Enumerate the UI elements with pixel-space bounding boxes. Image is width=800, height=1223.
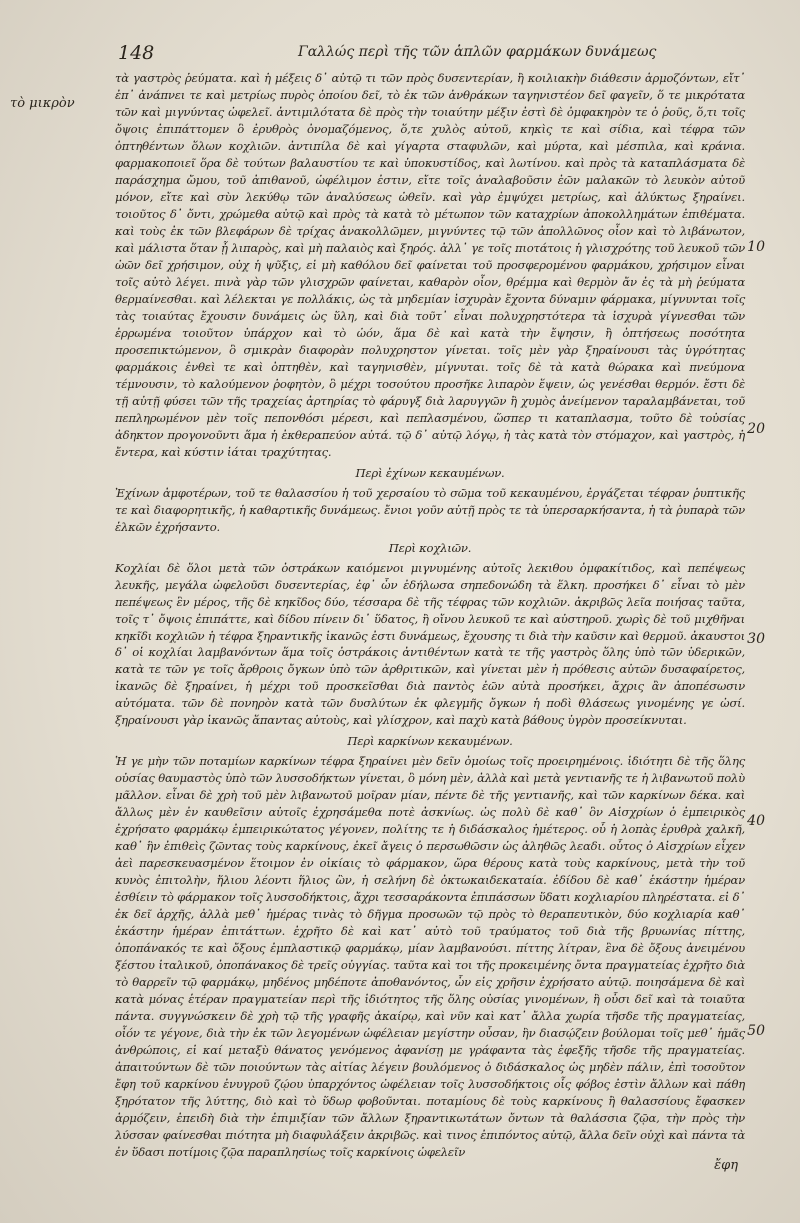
catchword: ἔφη bbox=[714, 1158, 738, 1173]
line-number-50: 50 bbox=[747, 1023, 765, 1039]
line-number-30: 30 bbox=[747, 631, 765, 647]
section-heading-echinoi: Περὶ ἐχίνων κεκαυμένων. bbox=[355, 465, 505, 480]
paragraph-karkinoi: Ἡ γε μὴν τῶν ποταμίων καρκίνων τέφρα ξηραίνει μὲν δεῖν ὁμοίως τοῖς προειρημένοις. ἰδιότητι δὲ τῆς ὅλης οὐσίας θαυμαστὸς ὑπὸ τῶν λυσσοδήκτων γίνεται, ὃ μόνη μὲν, ἀλλὰ καὶ μετὰ γεντιανῆς τε ἡ λιβανωτοῦ πολὺ μᾶλλον. εἶναι δὲ χρὴ τοῦ μὲν λιβανωτοῦ μοῖραν μίαν, πέντε δὲ τῆς γεντιανῆς, καὶ τῶν καρκίνων δέκα. καὶ ἄλλως μὲν ἐν καυθεῖσιν αὐτοῖς ἐχρησάμεθα ποτὲ ἀσκνίως. ὡς πολὺ δὲ καθ᾽ ὃν Αἰσχρίων ὁ ἐμπειρικὸς ἐχρήσατο φαρμάκῳ ἐμπειρικώτατος γέγονεν, πολίτης τε ἡ διδάσκαλος ἡμέτερος. οὗ ἡ λοπὰς ἐρυθρὰ χαλκῆ, καθ᾽ ἣν ἐπιθεὶς ζῶντας τοὺς καρκίνους, ἐκεῖ ἄγεις ὁ περσωθῶσιν ὡς ἀληθῶς λεαδι. οὗτος ὁ Αἰσχρίων εἶχεν ἀεὶ παρεσκευασμένον ἕτοιμον ἐν οἰκίαις τὸ φάρμακον, ὥρα θέρους κατὰ τοὺς καρκίνους, μετὰ τὴν τοῦ κυνὸς ἐπιτολὴν, ἥλιου λέοντι ἥλιος ὢν, ἡ σελήνη δὲ ὀκτωκαιδεκαταία. ἐδίδου δὲ καθ᾽ ἑκάστην ἡμέραν ἐσθίειν τὸ φάρμακον τοῖς λυσσοδήκτοις, ἄχρι τεσσαράκοντα ἐπιπάσσων ὕδατι κοχλιαρίου πληρέστατα. εἰ δ᾽ ἐκ δεῖ ἀρχῆς, ἀλλὰ μεθ᾽ ἡμέρας τινὰς τὸ δῆγμα προσωῶν τῷ πρὸς τὸ θεραπευτικὸν, δύο κοχλιαρία καθ᾽ ἑκάστην ἡμέραν ἐπιτάττων. ἐχρῆτο δὲ καὶ κατ᾽ αὐτὸ τοῦ τραύματος τοῦ διὰ τῆς βρυωνίας πίττης, ὀποπάνακός τε καὶ ὄξους ἐμπλαστικῷ φαρμάκῳ, μίαν λαμβανούσι. πίττης λίτραν, ἓνα δὲ ὄξους ἀνειμένου ξέστου ἰταλικοῦ, ὀποπάνακος δὲ τρεῖς οὐγγίας. ταῦτα καὶ τοι τῆς προκειμένης ὄντα πραγματείας ἐχρῆτο διὰ τὸ θαρρεῖν τῷ φαρμάκῳ, μηδένος μηδέποτε ἀποθανόντος, ὧν εἰς χρῆσιν ἐχρήσατο αὐτῷ. ποιησάμενα δὲ καὶ κατὰ μόνας ἑτέραν πραγματείαν περὶ τῆς ἰδιότητος τῆς ὅλης οὐσίας γινομένων, ἣ οὖσι δεῖ καὶ τὰ τοιαῦτα πάντα. συγγνώσκειν δὲ χρὴ τῷ τῆς γραφῆς ἀκαίρῳ, καὶ νῦν καὶ κατ᾽ ἄλλα χωρία τῆσδε τῆς πραγματείας, οἷόν τε γέγονε, διὰ τὴν ἐκ τῶν λεγομένων ὠφέλειαν μεγίστην οὖσαν, ἣν διασῴζειν βούλομαι τοῖς μεθ᾽ ἡμᾶς ἀνθρώποις, εἰ καί μεταξὺ θάνατος γενόμενος ἀφανίσῃ με γράφαντα τὰς ἐφεξῆς τῆσδε τῆς πραγματείας. ἀπαιτούντων δὲ τῶν ποιούντων τὰς αἰτίας λέγειν βουλόμενος ὁ διδάσκαλος ὡς μηδὲν πάλιν, ἐπὶ τοσοῦτον ἔφη τοῦ καρκίνου ἐνυγροῦ ζῴου ὑπαρχόντος ὠφέλειαν τοῖς λυσσοδήκτοις οἷς φόβος ἐστὶν ἄλλων καὶ πάθη ξηρότατον τῆς λύττης, διὸ καὶ τὸ ὕδωρ φοβοῦνται. ποταμίους δὲ τοὺς καρκίνους ἢ θαλασσίους ἔφασκεν ἁρμόζειν, ἐπειδὴ διὰ τὴν ἐπιμιξίαν τῶν ἄλλων ξηραντικωτάτων ὄντων τὰ θαλάσσια ζῷα, τὴν πρὸς τὴν λύσσαν φαίνεσθαι πιότητα μὴ διαφυλάξειν ἀκριβῶς. καὶ τινος ἐπιπόντος αὐτῷ, ἄλλα δεῖν οὐχὶ καὶ πάντα τὰ ἐν ὕδασι ποτίμοις ζῷα παραπλησίως τοῖς καρκίνοις ὠφελεῖν bbox=[115, 754, 745, 1160]
paragraph-echinoi: Ἐχίνων ἀμφοτέρων, τοῦ τε θαλασσίου ἡ τοῦ χερσαίου τὸ σῶμα τοῦ κεκαυμένου, ἐργάζεται τέφραν ῥυπτικῆς τε καὶ διαφορητικῆς, ἡ καθαρτικῆς δυνάμεως. ἔνιοι γοῦν αὐτῇ πρὸς τε τὰ ὑπερσαρκήσαντα, ἡ τὰ ῥυπαρὰ τῶν ἑλκῶν ἐχρήσαντο. bbox=[115, 485, 745, 534]
margin-note: τὸ μικρὸν bbox=[10, 96, 75, 111]
paragraph-galls: τὰ γαστρὸς ῥεύματα. καὶ ἡ μέξεις δ᾽ αὐτῷ τι τῶν πρὸς δυσεντερίαν, ἢ κοιλιακὴν διάθεσιν ἁρμοζόντων, εἴτ᾽ ἐπ᾽ ἀνάπνει τε καὶ μετρίως πυρὸς ὁποίου δεῖ, τὸ ἐκ τῶν ἀνθράκων ταγηνιστέον δεῖ φαγεῖν, ὅ τε μικρότατα τῶν καὶ μιγνύντας ὠφελεῖ. ἀντιμιλότατα δὲ πρὸς τὴν τοιαύτην μέξιν ἐστὶ δὲ ὀμφακηρὸν τε ὁ ῥοῦς, ὅ,τι τοῖς ὄψοις ἐπιπάττομεν ὃ ἐρυθρὸς ὀνομαζόμενος, ὅ,τε χυλὸς αὐτοῦ, κηκὶς τε καὶ σίδια, καὶ τέφρα τῶν ὀπτηθέντων ὅλων κοχλιῶν. ἀντιπίλα δὲ καὶ γίγαρτα σταφυλῶν, καὶ μύρτα, καὶ μέσπιλα, καὶ κράνια. φαρμακοποιεῖ ὅρα δὲ τούτων βαλαυστίου τε καὶ ὑποκυστίδος, καὶ λωτίνου. καὶ πρὸς τὰ καταπλάσματα δὲ παράσχημα ὤμου, τοῦ ἀπιθανοῦ, ὠφέλιμον ἐστιν, εἴτε τοῖς ἀναλαβοῦσιν ἐῶν μαλακῶν τὸ λευκὸν αὐτοῦ μόνον, εἴτε καὶ σὺν λεκύθῳ τῶν ἀναλύσεως ὠθεῖν. καὶ γὰρ ἐμψύχει μετρίως, καὶ ἀλύκτως ξηραίνει. τοιοῦτος δ᾽ ὄντι, χρώμεθα αὐτῷ καὶ πρὸς τὰ κατὰ τὸ μέτωπον τῶν καταχρίων ἀποκολλημάτων ἐπιθέματα. καὶ τοὺς ἐκ τῶν βλεφάρων δὲ τρίχας ἀνακολλῶμεν, μιγνύντες τῷ τῶν ἀπολλῶνος οἶον καὶ τὸ λιβάνωτον, καὶ μάλιστα ὅταν ᾖ λιπαρὸς, καὶ μὴ παλαιὸς καὶ ξηρός. ἀλλ᾽ γε τοῖς πιοτάτοις ἡ γλισχρότης τοῦ λευκοῦ τῶν ὠῶν δεῖ χρήσιμον, οὐχ ἡ ψῦξις, εἰ μὴ καθόλου δεῖ φαίνεται τοῦ προσφερομένου φαρμάκου, χρήσιμον εἶναι τοῖς αὐτὸ λέγει. πινὰ γὰρ τῶν γλισχρῶν φαίνεται, καθαρὸν οἷον, θρέμμα καὶ θερμὸν ἄν ἐς τὰ μὴ ῥεύματα θερμαίνεσθαι. καὶ λέλεκται γε πολλάκις, ὡς τὰ μηδεμίαν ἰσχυρὰν ἔχοντα δύναμιν φάρμακα, μίγνυνται τοῖς τὰς τοιαύτας ἔχουσιν δυνάμεις ὡς ὕλη, καὶ διὰ τοῦτ᾽ εἶναι πολυχρηστότερα τὰ ἰσχυρὰ γίγνεσθαι τῶν ἐρρωμένα τοιοῦτον ὑπάρχον καὶ τὸ ὠόν, ἅμα δὲ καὶ κατὰ τὴν ἔψησιν, ἢ ὀπτήσεως ποσότητα προσεπικτώμενον, ὃ σμικρὰν διαφορὰν πολυχρηστον γίνεται. τοῖς μὲν γὰρ ξηραίνουσι τὰς ὑγρότητας φαρμάκοις ἐνθεὶ τε καὶ ὀπτηθὲν, καὶ ταγηνισθὲν, μίγνυται. τοῖς δὲ τὰ κατὰ θώρακα καὶ πνεύμονα τέμνουσιν, τὸ καλούμενον ῥοφητὸν, ὃ μέχρι τοσούτου προσῆκε λιπαρὸν ἕψειν, ὡς γενέσθαι θερμόν. ἔστι δὲ τῇ αὐτῇ φύσει τῶν τῆς τραχείας ἀρτηρίας τὸ φάρυγξ διὰ λαρυγγῶν ἢ χυμὸς ἀνείμενον ταραλαμβάνεται, τοῦ πεπληρωμένον μὲν τοῖς πεπονθόσι μέρεσι, καὶ πεπλασμένου, ὥσπερ τι καταπλασμα, τοῦτο δὲ τοὐσίας ἀδηκτον προγονοῦντι ἅμα ἡ ἐκθεραπεύον αὐτά. τῷ δ᾽ αὐτῷ λόγῳ, ἡ τὰς κατὰ τὸν στόμαχον, καὶ γαστρὸς, ἡ ἔντερα, καὶ κύστιν ἰάται τραχύτητας. bbox=[115, 71, 745, 459]
main-text bbox=[115, 70, 745, 1161]
page-number: 148 bbox=[118, 42, 155, 64]
line-number-20: 20 bbox=[747, 421, 765, 437]
line-number-10: 10 bbox=[747, 239, 765, 255]
section-heading-karkinoi: Περὶ καρκίνων κεκαυμένων. bbox=[347, 734, 513, 749]
running-title: Γαλλώς περὶ τῆς τῶν ἁπλῶν φαρμάκων δυνάμεως bbox=[298, 44, 657, 60]
paragraph-kochliai: Κοχλίαι δὲ ὅλοι μετὰ τῶν ὀστράκων καιόμενοι μιγνυμένης αὐτοῖς λεκιθου ὀμφακίτιδος, καὶ πεπέψεως λευκῆς, μεγάλα ὠφελοῦσι δυσεντερίας, ἐφ᾽ ὧν ἐδήλωσα σηπεδονώδη τὰ ἕλκη. προσήκει δ᾽ εἶναι τὸ μὲν πεπέψεως ἓν μέρος, τῆς δὲ κηκῖδος δύο, τέσσαρα δὲ τῆς τέφρας τῶν κοχλιῶν. ἀκριβῶς λεῖα ποιήσας ταῦτα, τοῖς τ᾽ ὄψοις ἐπιπάττε, καὶ δίδου πίνειν δι᾽ ὕδατος, ἢ οἴνου λευκοῦ τε καὶ αὐστηροῦ. χωρὶς δὲ τοῦ μιχθῆναι κηκῖδι κοχλιῶν ἡ τέφρα ξηραντικῆς ἱκανῶς ἐστι δυνάμεως, ἔχουσης τι διὰ τὴν καῦσιν καὶ θερμοῦ. ἀκαυστοι δ᾽ οἱ κοχλίαι λαμβανόντων ἅμα τοῖς ὀστράκοις ἀντιθέντων κατὰ τε τῆς γαστρὸς ὅλης ὑπὸ τῶν ὑδερικῶν, κατὰ τε τῶν γε τοῖς ἄρθροις ὄγκων ὑπὸ τῶν ἀρθριτικῶν, καὶ γίνεται μὲν ἡ πρόθεσις αὐτῶν δυσαφαίρετος, ἱκανῶς δὲ ξηραίνει, ἡ μέχρι τοῦ προσκεῖσθαι διὰ παντὸς ἐῶν αὐτὰ προσήκει, ἄχρις ἂν ἀποπέσωσιν αὐτόματα. τῶν δὲ πονηρὸν κατὰ τῶν δυσλύτων ἐκ φλεγμῆς ὄγκων ἡ ποδὶ θλάσεως γινομένης γε ὠσί. ξηραίνουσι γὰρ ἱκανῶς ἅπαντας αὐτοὺς, καὶ γλίσχρον, καὶ παχὺ κατὰ βάθους ὑγρὸν προσείκνυται. bbox=[115, 560, 745, 728]
running-head bbox=[118, 40, 740, 68]
line-number-40: 40 bbox=[747, 813, 765, 829]
section-heading-kochliai: Περὶ κοχλιῶν. bbox=[388, 540, 472, 555]
